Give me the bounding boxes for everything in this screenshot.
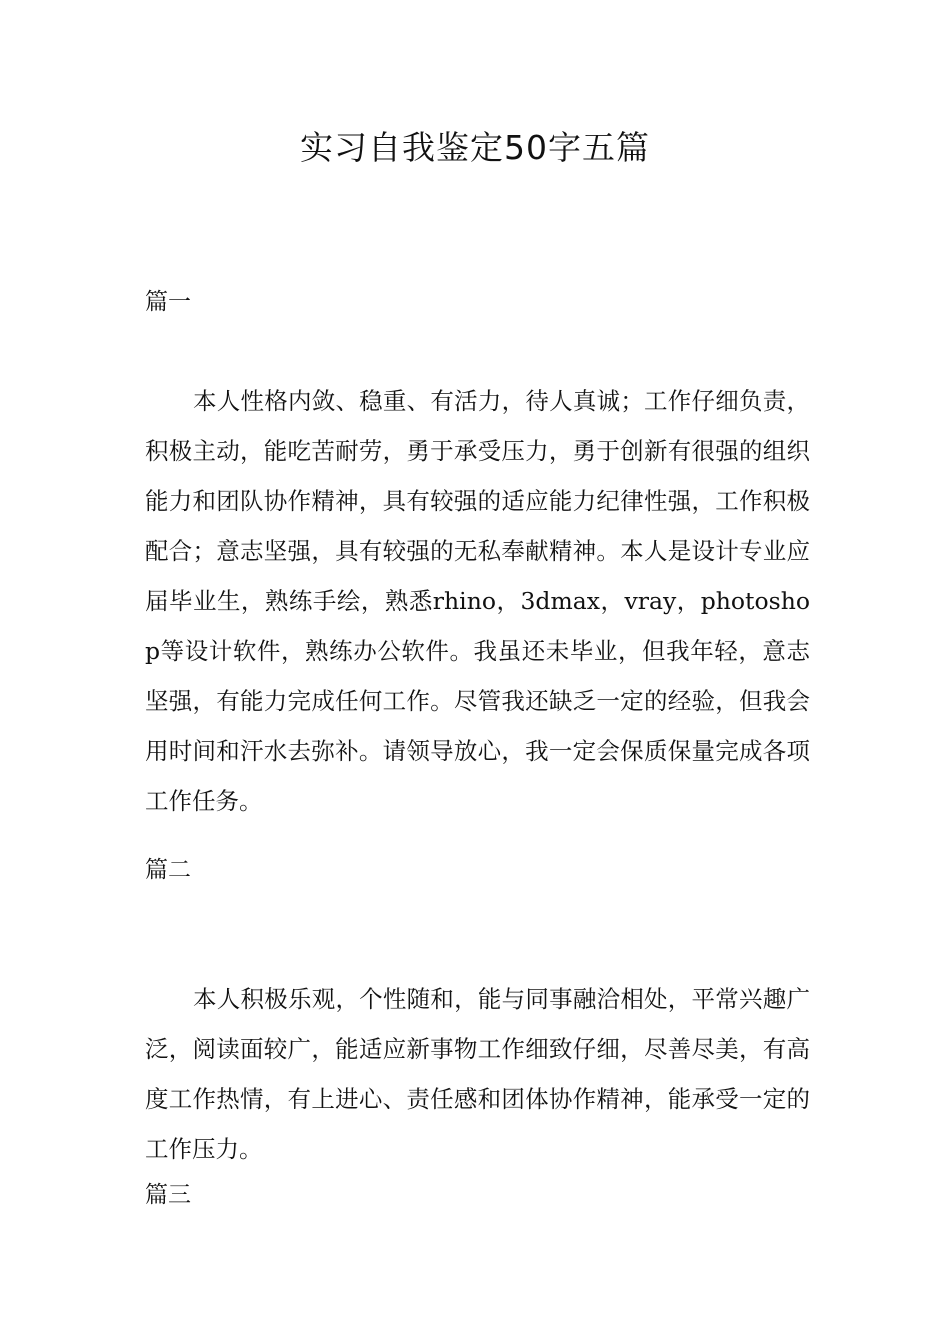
section-paragraph-2: 本人积极乐观，个性随和，能与同事融洽相处，平常兴趣广泛，阅读面较广，能适应新事物工作细致仔细，尽善尽美，有高度工作热情，有上进心、责任感和团体协作精神，能承受一定的工作压力。 — [145, 985, 810, 1163]
section-heading-3: 篇三 — [145, 1182, 191, 1208]
document-title: 实习自我鉴定50字五篇 — [300, 128, 650, 167]
section-heading-1: 篇一 — [145, 289, 191, 315]
section-paragraph-1: 本人性格内敛、稳重、有活力，待人真诚；工作仔细负责，积极主动，能吃苦耐劳，勇于承受压力，勇于创新有很强的组织能力和团队协作精神，具有较强的适应能力纪律性强，工作积极配合；意志坚强，具有较强的无私奉献精神。本人是设计专业应届毕业生，熟练手绘，熟悉rhino，3dmax，vray，photoshop等设计软件，熟练办公软件。我虽还未毕业，但我年轻，意志坚强，有能力完成任何工作。尽管我还缺乏一定的经验，但我会用时间和汗水去弥补。请领导放心，我一定会保质保量完成各项工作任务。 — [145, 387, 810, 815]
section-heading-2: 篇二 — [145, 857, 191, 883]
